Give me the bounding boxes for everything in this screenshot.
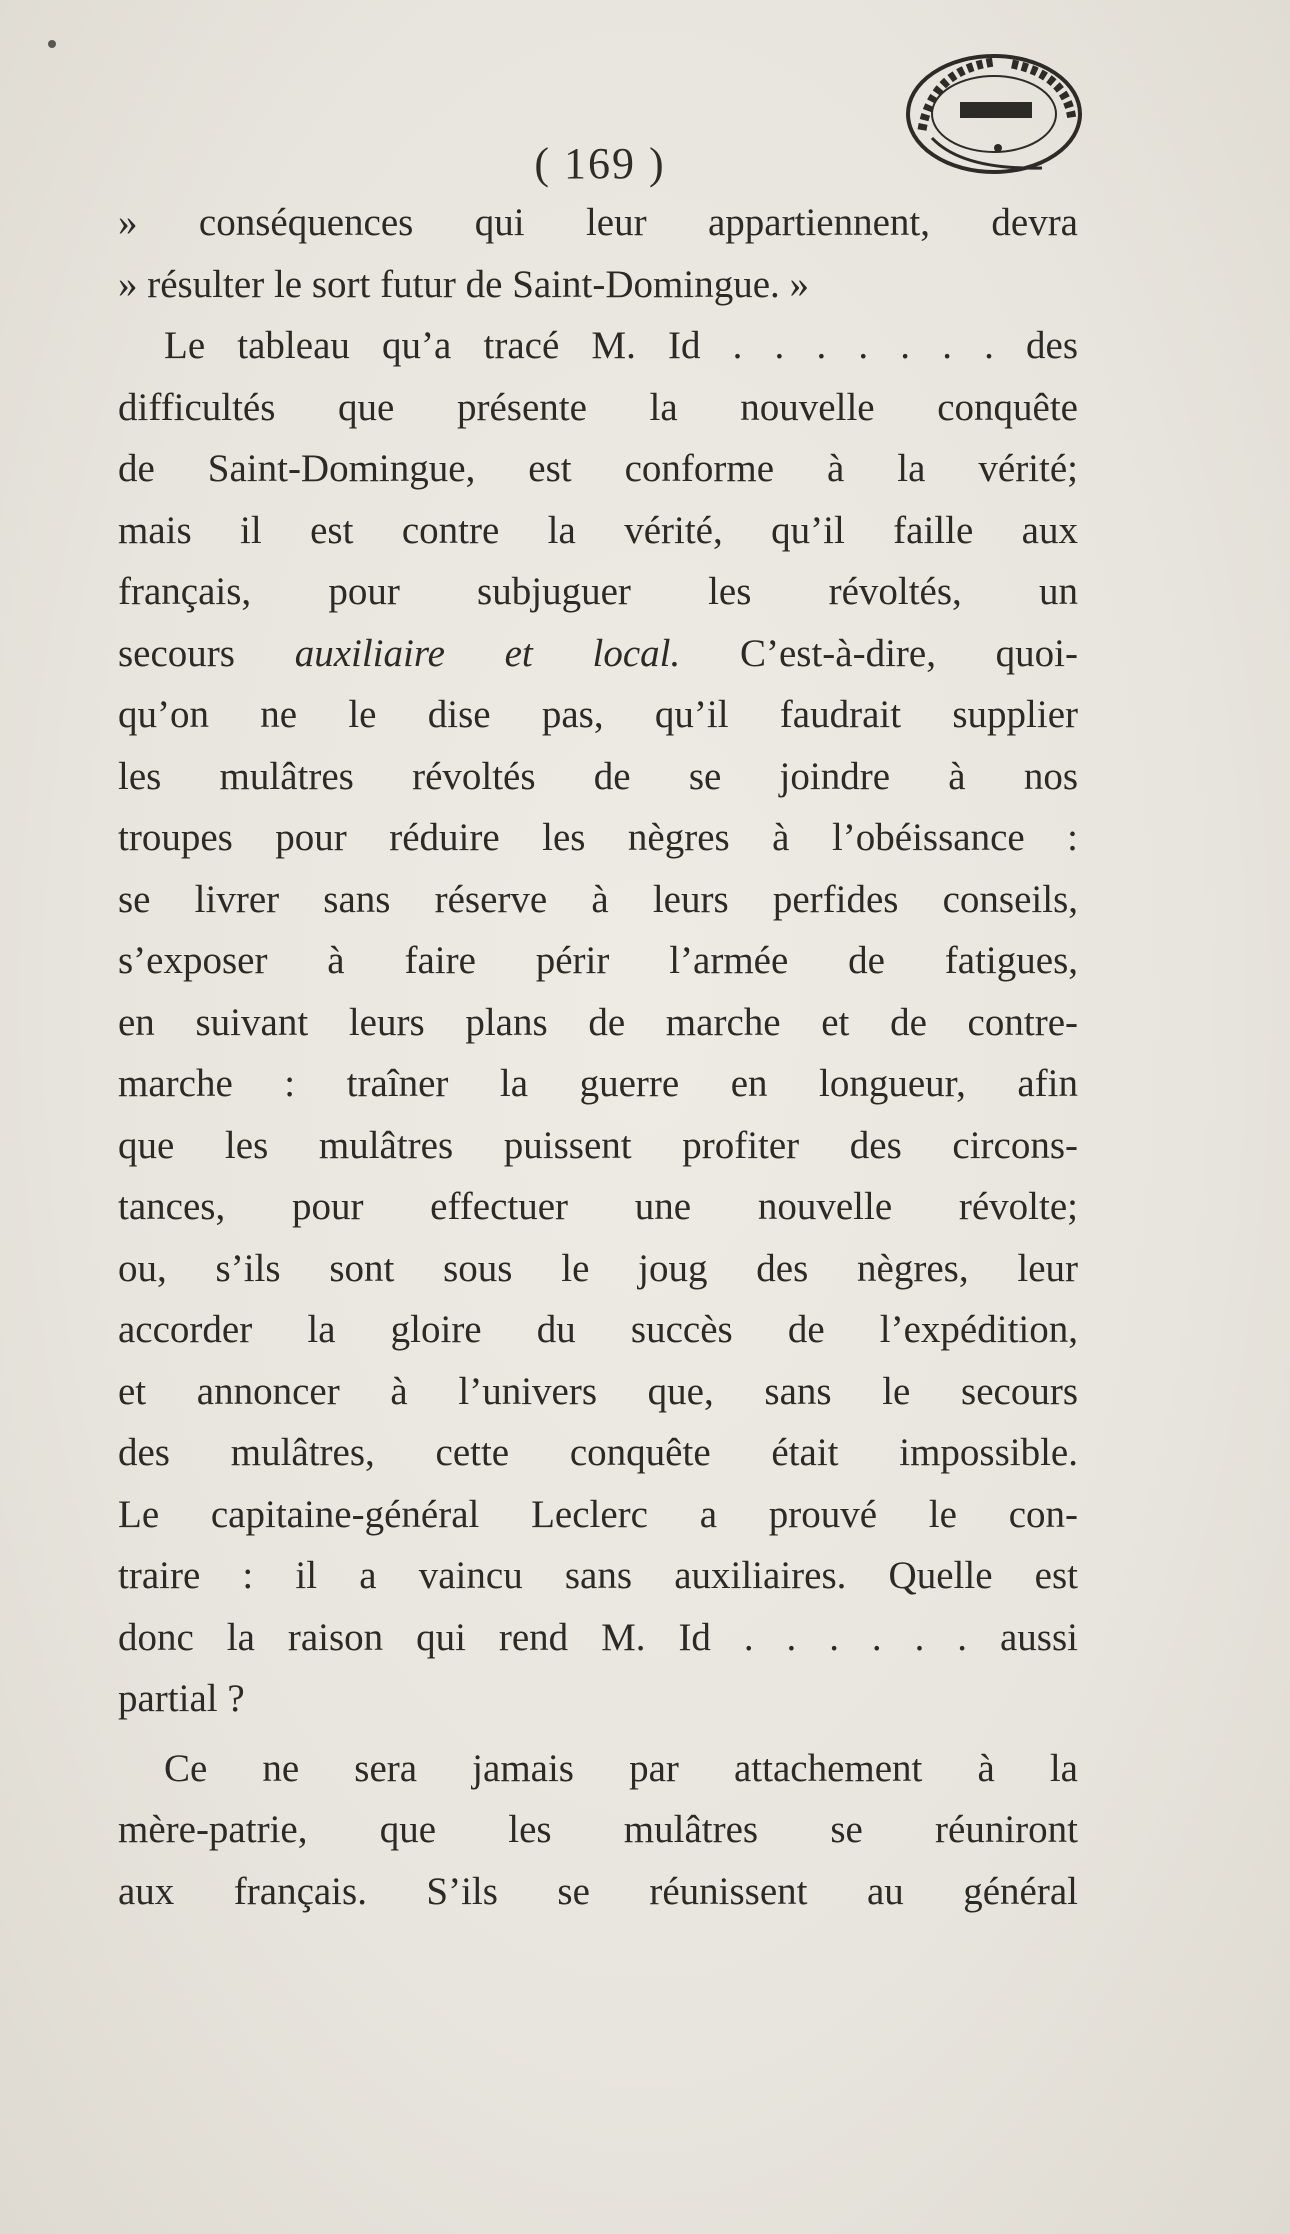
text-line: les mulâtres révoltés de se joindre à nos bbox=[118, 754, 1078, 798]
text-line: de Saint-Domingue, est conforme à la vérité; bbox=[118, 447, 1078, 490]
text-line: se livrer sans réserve à leurs perfides conseils, bbox=[118, 877, 1078, 921]
text-line: aux français. S’ils se réunissent au général bbox=[118, 1869, 1078, 1913]
text-line: difficultés que présente la nouvelle conquête bbox=[118, 385, 1078, 429]
text-line: des mulâtres, cette conquête était impossible. bbox=[118, 1431, 1078, 1474]
text-line: partial ? bbox=[118, 1677, 245, 1720]
text-line: tances, pour effectuer une nouvelle révolte; bbox=[118, 1185, 1078, 1228]
text-line: » résulter le sort futur de Saint-Domingue. » bbox=[118, 262, 810, 306]
text-line: marche : traîner la guerre en longueur, afin bbox=[118, 1062, 1078, 1105]
text-line: traire : il a vaincu sans auxiliaires. Quelle est bbox=[118, 1554, 1078, 1597]
text-line: qu’on ne le dise pas, qu’il faudrait supplier bbox=[118, 693, 1078, 736]
text-line: mais il est contre la vérité, qu’il faille aux bbox=[118, 508, 1078, 552]
text-line: en suivant leurs plans de marche et de contre- bbox=[118, 1000, 1078, 1044]
text-line: s’exposer à faire périr l’armée de fatigues, bbox=[118, 939, 1078, 982]
text-line bbox=[118, 623, 1078, 685]
text-line: Le tableau qu’a tracé M. Id . . . . . . . des bbox=[164, 324, 1078, 367]
text-segment: C’est-à-dire, quoi- bbox=[739, 631, 1079, 675]
text-line: ou, s’ils sont sous le joug des nègres, leur bbox=[118, 1246, 1078, 1290]
text-line: » conséquences qui leur appartiennent, devra bbox=[118, 201, 1078, 244]
text-line: Ce ne sera jamais par attachement à la bbox=[164, 1746, 1078, 1790]
text-line: que les mulâtres puissent profiter des circons- bbox=[118, 1123, 1078, 1167]
text-line: et annoncer à l’univers que, sans le secours bbox=[118, 1369, 1078, 1413]
text-line: accorder la gloire du succès de l’expédition, bbox=[118, 1308, 1078, 1351]
page-number: ( 169 ) bbox=[534, 139, 666, 188]
italic-text: auxiliaire et local. bbox=[294, 631, 681, 675]
text-line: mère-patrie, que les mulâtres se réuniront bbox=[118, 1808, 1078, 1851]
text-line: français, pour subjuguer les révoltés, un bbox=[118, 570, 1078, 613]
body-text bbox=[118, 192, 1078, 1922]
text-segment: secours bbox=[118, 631, 235, 675]
text-line: donc la raison qui rend M. Id . . . . . . aussi bbox=[118, 1615, 1078, 1659]
text-line: Le capitaine-général Leclerc a prouvé le con- bbox=[118, 1492, 1078, 1536]
print-speck bbox=[48, 40, 56, 48]
text-line: troupes pour réduire les nègres à l’obéissance : bbox=[118, 816, 1078, 859]
